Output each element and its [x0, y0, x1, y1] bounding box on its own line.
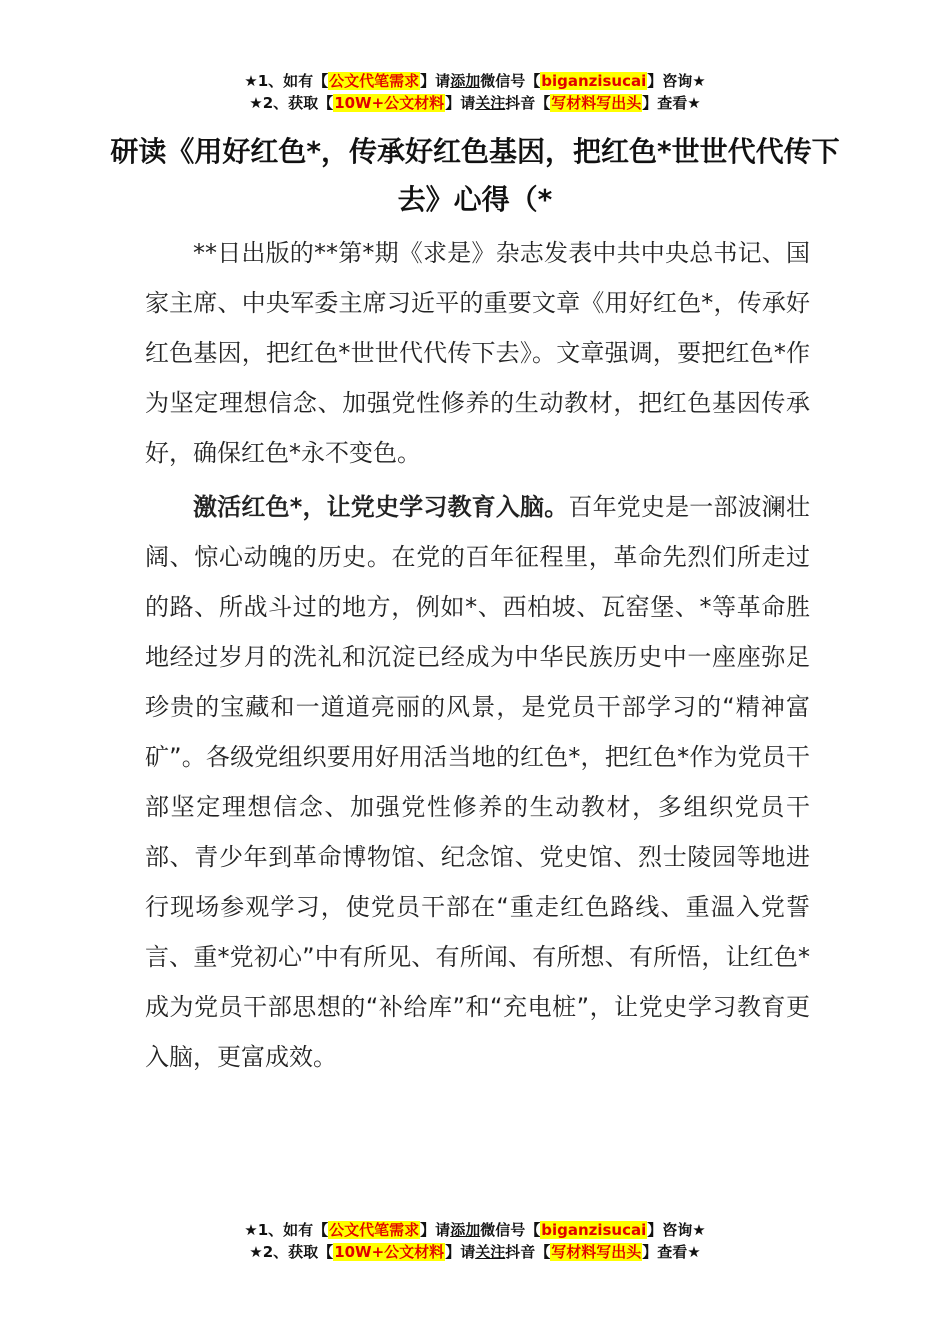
promo-underlined: 添加 [450, 1221, 481, 1239]
promo-text: 微信号【 [480, 72, 541, 90]
promo-text: 抖音【 [505, 1243, 551, 1261]
top-promo-banner [0, 70, 950, 114]
promo-highlight: 10W+公文材料 [334, 94, 445, 112]
promo-text: 抖音【 [505, 94, 551, 112]
promo-highlight: biganzisucai [541, 72, 647, 90]
promo-underlined: 关注 [475, 1243, 506, 1261]
promo-text: 微信号【 [480, 1221, 541, 1239]
promo-line-1 [0, 70, 950, 92]
promo-highlight: 10W+公文材料 [334, 1243, 445, 1261]
document-title: 研读《用好红色*，传承好红色基因，把红色*世世代代传下去》心得（* [110, 135, 840, 216]
promo-highlight: 写材料写出头 [551, 1243, 642, 1261]
promo-text: 】请 [445, 1243, 476, 1261]
promo-text: 】查看★ [642, 94, 701, 112]
promo-text: 】咨询★ [647, 72, 706, 90]
promo-text: 】咨询★ [647, 1221, 706, 1239]
promo-text: 】请 [445, 94, 476, 112]
promo-text: ★1、如有【 [244, 72, 329, 90]
paragraph-intro: **日出版的**第*期《求是》杂志发表中共中央总书记、国家主席、中央军委主席习近平的重要文章《用好红色*，传承好红色基因，把红色*世世代代传下去》。文章强调，要把红色*作为坚定理想信念、加强党性修养的生动教材，把红色基因传承好，确保红色*永不变色。 [145, 239, 810, 467]
promo-text: 】请 [420, 1221, 451, 1239]
promo-highlight: 写材料写出头 [551, 94, 642, 112]
promo-highlight: 公文代笔需求 [329, 1221, 420, 1239]
promo-text: ★1、如有【 [244, 1221, 329, 1239]
promo-text: 】请 [420, 72, 451, 90]
promo-highlight: biganzisucai [541, 1221, 647, 1239]
promo-highlight: 公文代笔需求 [329, 72, 420, 90]
promo-line-1 [0, 1219, 950, 1241]
section-text: 百年党史是一部波澜壮阔、惊心动魄的历史。在党的百年征程里，革命先烈们所走过的路、所战斗过的地方，例如*、西柏坡、瓦窑堡、*等革命胜地经过岁月的洗礼和沉淀已经成为中华民族历史中一座座弥足珍贵的宝藏和一道道亮丽的风景，是党员干部学习的“精神富矿”。各级党组织要用好用活当地的红色*，把红色*作为党员干部坚定理想信念、加强党性修养的生动教材，多组织党员干部、青少年到革命博物馆、纪念馆、党史馆、烈士陵园等地进行现场参观学习，使党员干部在“重走红色路线、重温入党誓言、重*党初心”中有所见、有所闻、有所想、有所悟，让红色*成为党员干部思想的“补给库”和“充电桩”，让党史学习教育更入脑，更富成效。 [145, 493, 810, 1071]
promo-underlined: 关注 [475, 94, 506, 112]
promo-text: 】查看★ [642, 1243, 701, 1261]
promo-text: ★2、获取【 [249, 1243, 334, 1261]
promo-line-2 [0, 92, 950, 114]
bottom-promo-banner [0, 1219, 950, 1263]
promo-line-2 [0, 1241, 950, 1263]
section-heading: 激活红色*，让党史学习教育入脑。 [193, 493, 569, 521]
paragraph-section-1 [145, 482, 810, 1082]
promo-text: ★2、获取【 [249, 94, 334, 112]
promo-underlined: 添加 [450, 72, 481, 90]
document-body [145, 228, 810, 1082]
